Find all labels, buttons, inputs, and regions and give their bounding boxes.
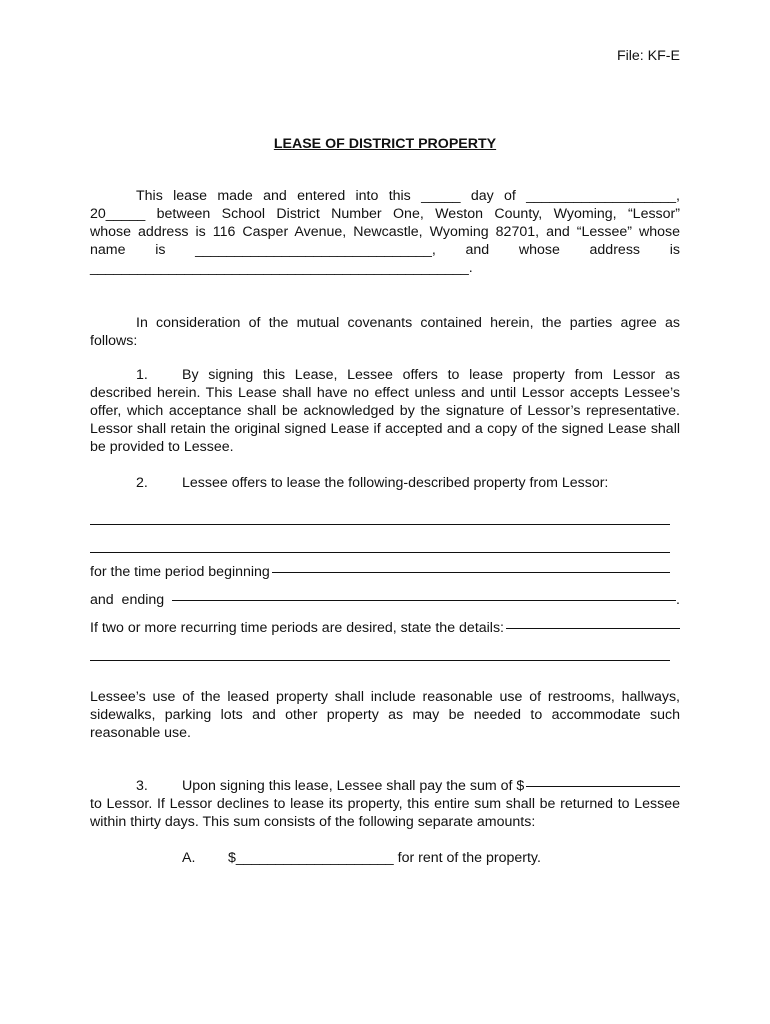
section-3-sum-blank: [526, 786, 680, 787]
section-2-number: 2.: [136, 475, 148, 491]
intro-word: whose: [518, 242, 560, 258]
item-a-row: [182, 849, 682, 867]
section-2-heading: [90, 474, 680, 492]
time-period-begin-blank: [272, 572, 670, 573]
section-2-text: Lessee offers to lease the following-described property from Lessor:: [182, 475, 609, 491]
recurring-period-row: [90, 619, 680, 637]
item-a-text: $____________________ for rent of the property.: [228, 850, 541, 866]
property-description-line-1: [90, 524, 670, 525]
document-title: LEASE OF DISTRICT PROPERTY: [273, 136, 497, 152]
intro-paragraph: [90, 187, 680, 277]
time-period-end-row: [90, 591, 680, 609]
intro-word: is: [155, 242, 166, 258]
section-3-sum-label: Upon signing this lease, Lessee shall pay the sum of $: [182, 778, 525, 794]
time-period-begin-row: [90, 563, 670, 581]
intro-word: is: [669, 242, 680, 258]
lessee-address-blank: ________________________________________________.: [90, 260, 473, 276]
section-3-number: 3.: [136, 778, 148, 794]
use-paragraph: Lessee’s use of the leased property shall include reasonable use of restrooms, hallways, sidewalks, parking lots and other property as may be needed to accommodate such reasonable use.: [90, 689, 680, 741]
section-3-first-line: [90, 777, 680, 795]
section-3-rest: to Lessor. If Lessor declines to lease its property, this entire sum shall be returned to Lessee within thirty days. This sum consists of the following separate amounts:: [90, 796, 680, 830]
lessee-name-blank: ______________________________,: [195, 242, 436, 258]
intro-word: name: [90, 242, 126, 258]
time-period-end-period: .: [676, 592, 680, 608]
file-reference: File: KF-E: [616, 48, 680, 64]
property-description-line-2: [90, 552, 670, 553]
intro-line-2: [90, 205, 680, 223]
intro-line-3-text: whose address is 116 Casper Avenue, Newcastle, Wyoming 82701, and “Lessee” whose: [90, 224, 680, 240]
intro-word: address: [589, 242, 641, 258]
intro-line-1: [90, 187, 680, 205]
section-1-number: 1.: [136, 367, 148, 383]
recurring-period-blank: [506, 628, 680, 629]
time-period-begin-label: for the time period beginning: [90, 564, 270, 580]
intro-line-4: [90, 241, 680, 259]
recurring-period-label: If two or more recurring time periods are desired, state the details:: [90, 620, 504, 636]
item-a-letter: A.: [182, 850, 196, 866]
recurring-details-line: [90, 660, 670, 661]
intro-line-3: [90, 223, 680, 241]
section-1-text: By signing this Lease, Lessee offers to lease property from Lessor as described herein. This Lease shall have no effect unless and until Lessor accepts Lessee’s offer, which acceptance shall be acknowledged by the signature of Lessor’s representative. Lessor shall retain the original signed Lease if accepted and a copy of the signed Lease shall be provided to Lessee.: [90, 367, 680, 455]
section-3-paragraph: [90, 777, 680, 831]
intro-word: and: [465, 242, 490, 258]
section-1-paragraph: [90, 366, 680, 456]
time-period-end-blank: [172, 600, 676, 601]
intro-line-2-text: 20_____ between School District Number One, Weston County, Wyoming, “Lessor”: [90, 206, 680, 222]
intro-line-5: [90, 259, 680, 277]
time-period-end-label: and ending: [90, 592, 165, 608]
consideration-paragraph: In consideration of the mutual covenants contained herein, the parties agree as follows:: [90, 315, 680, 349]
intro-line-1-text: This lease made and entered into this _____ day of ___________________,: [136, 188, 680, 204]
